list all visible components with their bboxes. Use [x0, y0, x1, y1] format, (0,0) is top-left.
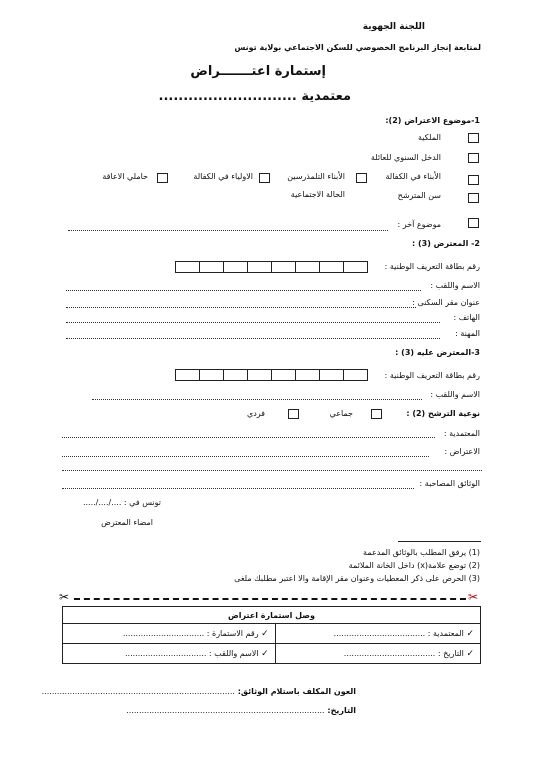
candidacy-collective-checkbox[interactable] — [371, 409, 382, 419]
option-children-care-checkbox[interactable] — [468, 175, 479, 185]
receipt-form-number-dots: ................................ — [122, 628, 205, 638]
option-age-label: سن المترشح — [397, 191, 441, 200]
receipt-form-number-cell[interactable] — [63, 624, 276, 644]
date-line: تونس في : ..../..../..... — [82, 498, 161, 507]
objector-id-cells[interactable] — [176, 261, 368, 273]
option-property-label: الملكية — [417, 133, 441, 142]
form-title: إستمارة اعتـــــــراض — [190, 64, 326, 79]
respondent-id-cells[interactable] — [176, 369, 368, 381]
candidacy-collective-label: جماعي — [329, 409, 353, 418]
section3-title: 3-المعترض عليه (3) : — [395, 348, 480, 357]
respondent-name-label: الاسم واللقب : — [430, 390, 480, 399]
candidacy-label: نوعية الترشح (2) : — [406, 409, 480, 418]
objector-address-input[interactable] — [66, 307, 416, 308]
agent-label: العون المكلف باستلام الوثائق: — [237, 687, 356, 696]
option-social-label: الحالة الاجتماعية — [290, 190, 345, 199]
receipt-title: وصل استمارة اعتراض — [63, 607, 481, 624]
check-icon: ✓ — [261, 628, 269, 639]
respondent-id-label: رقم بطاقة التعريف الوطنية : — [384, 371, 480, 380]
receipt-name-cell[interactable] — [63, 644, 276, 664]
option-other-checkbox[interactable] — [468, 218, 479, 228]
agent-dots[interactable]: ............................................................................ — [41, 687, 235, 696]
scissors-icon-right: ✂ — [468, 590, 479, 604]
signature-label: امضاء المعترض — [101, 518, 153, 527]
objector-phone-input[interactable] — [66, 322, 440, 323]
objector-job-label: المهنة : — [455, 329, 480, 338]
objector-id-label: رقم بطاقة التعريف الوطنية : — [384, 262, 480, 271]
candidacy-mutamadiya-input[interactable] — [62, 437, 435, 438]
receipt-date-dots: .................................... — [343, 648, 436, 658]
check-icon: ✓ — [466, 628, 474, 639]
note-3: (3) الحرص على ذكر المعطيات وعنوان مقر الإقامة والا اعتبر مطلبك ملغى — [234, 574, 480, 583]
objection-input-1[interactable] — [62, 456, 429, 457]
mutamadiya-dots: ............................ — [158, 89, 297, 104]
option-students-checkbox[interactable] — [356, 173, 367, 183]
footer-date-label: التاريخ: — [327, 706, 356, 715]
receipt-form-number-label: رقم الاستمارة : — [206, 628, 259, 638]
option-property-checkbox[interactable] — [468, 133, 479, 143]
option-income-checkbox[interactable] — [468, 153, 479, 163]
candidacy-mutamadiya-label: المعتمدية : — [443, 429, 480, 438]
option-disability-checkbox[interactable] — [157, 173, 168, 183]
objector-phone-label: الهاتف : — [453, 313, 480, 322]
mutamadiya-heading — [159, 89, 352, 104]
option-other-input[interactable] — [68, 230, 388, 231]
receipt-name-dots: ................................ — [124, 648, 207, 658]
cut-line — [74, 598, 466, 600]
receipt-mutamadiya-label: المعتمدية : — [427, 628, 464, 638]
candidacy-individual-checkbox[interactable] — [288, 409, 299, 419]
option-other-label: موضوع آخر : — [397, 220, 441, 229]
note-1: (1) يرفق المطلب بالوثائق المدعمة — [363, 548, 480, 557]
agent-line — [42, 687, 356, 696]
objector-address-label: عنوان مقر السكنى : — [412, 298, 480, 307]
objector-name-input[interactable] — [66, 290, 421, 291]
option-income-label: الدخل السنوي للعائلة — [370, 153, 441, 162]
check-icon: ✓ — [466, 648, 474, 659]
receipt-mutamadiya-dots: .................................... — [333, 628, 426, 638]
objector-name-label: الاسم واللقب : — [430, 281, 480, 290]
respondent-name-input[interactable] — [92, 399, 422, 400]
receipt-name-label: الاسم واللقب : — [208, 648, 259, 658]
check-icon: ✓ — [261, 648, 269, 659]
scissors-icon-left: ✂ — [59, 590, 70, 604]
documents-label: الوثائق المصاحبة : — [419, 479, 480, 488]
section1-title: 1-موضوع الاعتراض (2): — [385, 116, 480, 125]
objector-job-input[interactable] — [66, 338, 440, 339]
option-age-checkbox[interactable] — [468, 193, 479, 203]
receipt-mutamadiya-cell[interactable] — [275, 624, 480, 644]
receipt-date-cell[interactable] — [275, 644, 480, 664]
committee-subtitle: لمتابعة إنجاز البرنامج الخصوصي للسكن الاجتماعي بولاية تونس — [234, 43, 481, 52]
footer-date-dots[interactable]: .............................................................................. — [126, 706, 325, 715]
objection-input-2[interactable] — [62, 470, 482, 471]
notes-separator — [398, 541, 481, 542]
option-disability-label: حاملي الاعاقة — [102, 172, 148, 181]
option-students-label: الأبناء التلمذرسين — [287, 172, 345, 181]
option-parents-care-checkbox[interactable] — [259, 173, 270, 183]
option-children-care-label: الأبناء في الكفالة — [385, 172, 441, 181]
documents-input[interactable] — [62, 488, 414, 489]
receipt-date-label: التاريخ : — [437, 648, 464, 658]
candidacy-individual-label: فردي — [246, 409, 265, 418]
committee-title: اللجنة الجهوية — [362, 22, 425, 32]
option-parents-care-label: الاولياء في الكفالة — [193, 172, 253, 181]
objection-label: الاعتراض : — [444, 447, 480, 456]
receipt-table — [62, 606, 481, 664]
mutamadiya-label: معتمدية — [301, 89, 351, 104]
section2-title: 2- المعترض (3) : — [412, 239, 480, 248]
note-2: (2) توضع علامة(x) داخل الخانة الملائمة — [348, 561, 480, 570]
footer-date-line — [126, 706, 356, 715]
